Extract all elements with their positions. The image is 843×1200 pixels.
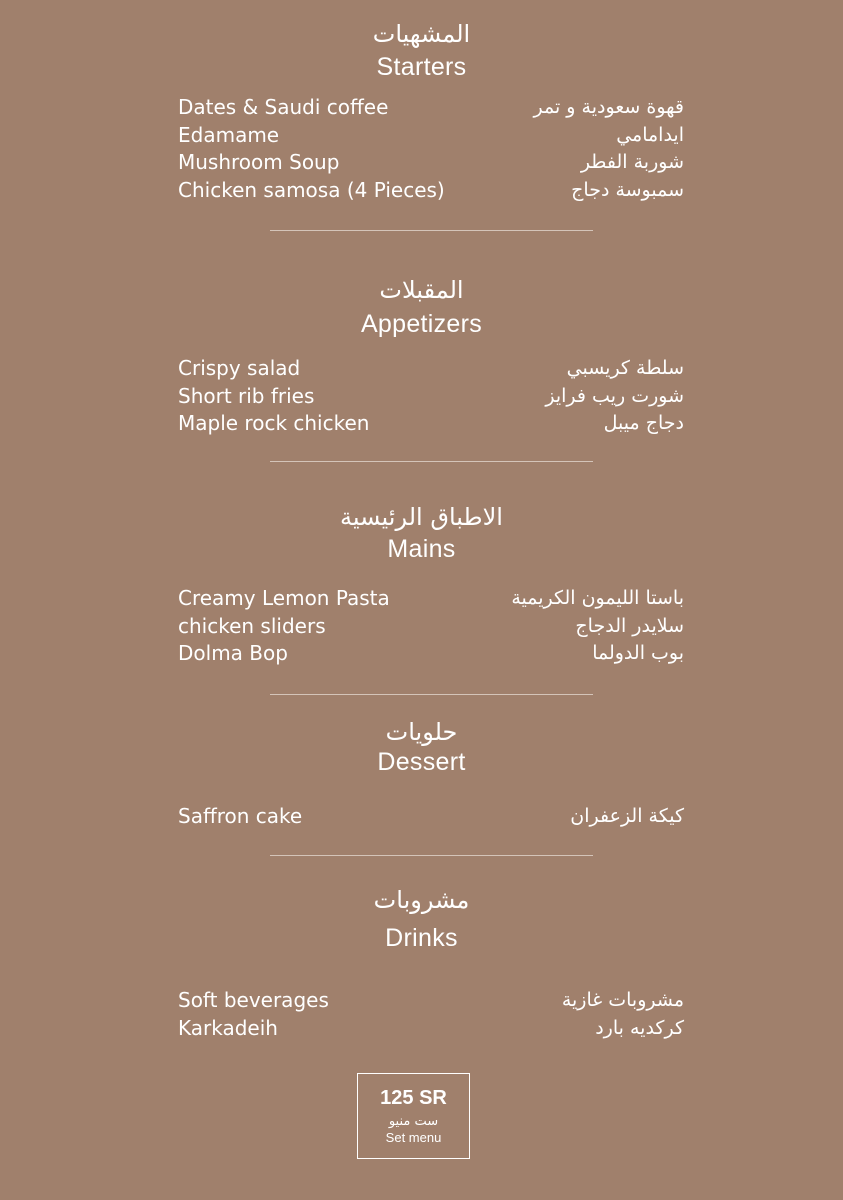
item-name-en: Chicken samosa (4 Pieces) xyxy=(178,177,445,202)
menu-item xyxy=(178,641,684,669)
section-title-en: Drinks xyxy=(385,924,458,952)
menu-items-list xyxy=(178,988,684,1043)
item-name-en: Crispy salad xyxy=(178,356,301,380)
item-name-ar: شورت ريب فرايز xyxy=(545,384,684,407)
item-name-en: Soft beverages xyxy=(178,988,329,1012)
item-name-ar: سلايدر الدجاج xyxy=(575,614,684,637)
menu-items-list xyxy=(178,356,684,439)
item-name-ar: سمبوسة دجاج xyxy=(571,178,684,201)
item-name-en: Creamy Lemon Pasta xyxy=(178,586,390,610)
item-name-ar: ايدامامي xyxy=(616,123,684,146)
set-menu-price: 125 SR xyxy=(380,1087,447,1109)
item-name-en: Karkadeih xyxy=(178,1015,278,1040)
item-name-ar: مشروبات غازية xyxy=(561,989,684,1011)
menu-item xyxy=(178,586,684,614)
section-title-en: Appetizers xyxy=(360,310,483,338)
set-menu-label-en: Set menu xyxy=(385,1130,442,1145)
item-name-ar: قهوة سعودية و تمر xyxy=(533,96,684,118)
item-name-en: Mushroom Soup xyxy=(178,150,340,174)
menu-item xyxy=(178,384,684,412)
menu-items-list xyxy=(178,95,684,205)
item-name-en: Short rib fries xyxy=(178,383,315,408)
section-title-ar: المقبلات xyxy=(379,276,464,304)
menu-item xyxy=(178,178,684,206)
menu-item xyxy=(178,356,684,384)
menu-item xyxy=(178,123,684,151)
menu-items-list xyxy=(178,586,684,669)
section-divider xyxy=(270,461,593,462)
item-name-en: Edamame xyxy=(178,122,280,147)
menu-item xyxy=(178,95,684,123)
section-title-ar: حلويات xyxy=(385,718,458,746)
section-title-en: Dessert xyxy=(377,748,466,776)
set-menu-label-ar: ست منيو xyxy=(388,1114,439,1129)
item-name-ar: سلطة كريسبي xyxy=(566,357,684,379)
item-name-en: Dolma Bop xyxy=(178,641,288,665)
set-menu-price-box xyxy=(357,1073,470,1159)
item-name-ar: كيكة الزعفران xyxy=(570,805,684,827)
item-name-en: chicken sliders xyxy=(178,613,326,638)
item-name-en: Dates & Saudi coffee xyxy=(178,95,389,119)
section-divider xyxy=(270,694,593,695)
item-name-ar: كركديه بارد xyxy=(595,1016,684,1039)
item-name-ar: باستا الليمون الكريمية xyxy=(511,587,684,609)
menu-items-list xyxy=(178,804,684,832)
section-title-en: Starters xyxy=(376,53,467,81)
section-divider xyxy=(270,230,593,231)
section-title-en: Mains xyxy=(387,535,456,563)
item-name-en: Saffron cake xyxy=(178,804,303,828)
menu-item xyxy=(178,411,684,439)
menu-item xyxy=(178,1016,684,1044)
item-name-ar: شوربة الفطر xyxy=(580,151,684,173)
menu-item xyxy=(178,988,684,1016)
item-name-ar: بوب الدولما xyxy=(592,642,684,664)
item-name-en: Maple rock chicken xyxy=(178,411,370,435)
section-title-ar: مشروبات xyxy=(373,886,470,914)
section-divider xyxy=(270,855,593,856)
item-name-ar: دجاج ميبل xyxy=(603,412,684,434)
section-title-ar: المشهيات xyxy=(372,20,471,48)
section-title-ar: الاطباق الرئيسية xyxy=(340,503,503,531)
menu-item xyxy=(178,804,684,832)
menu-item xyxy=(178,150,684,178)
menu-item xyxy=(178,614,684,642)
